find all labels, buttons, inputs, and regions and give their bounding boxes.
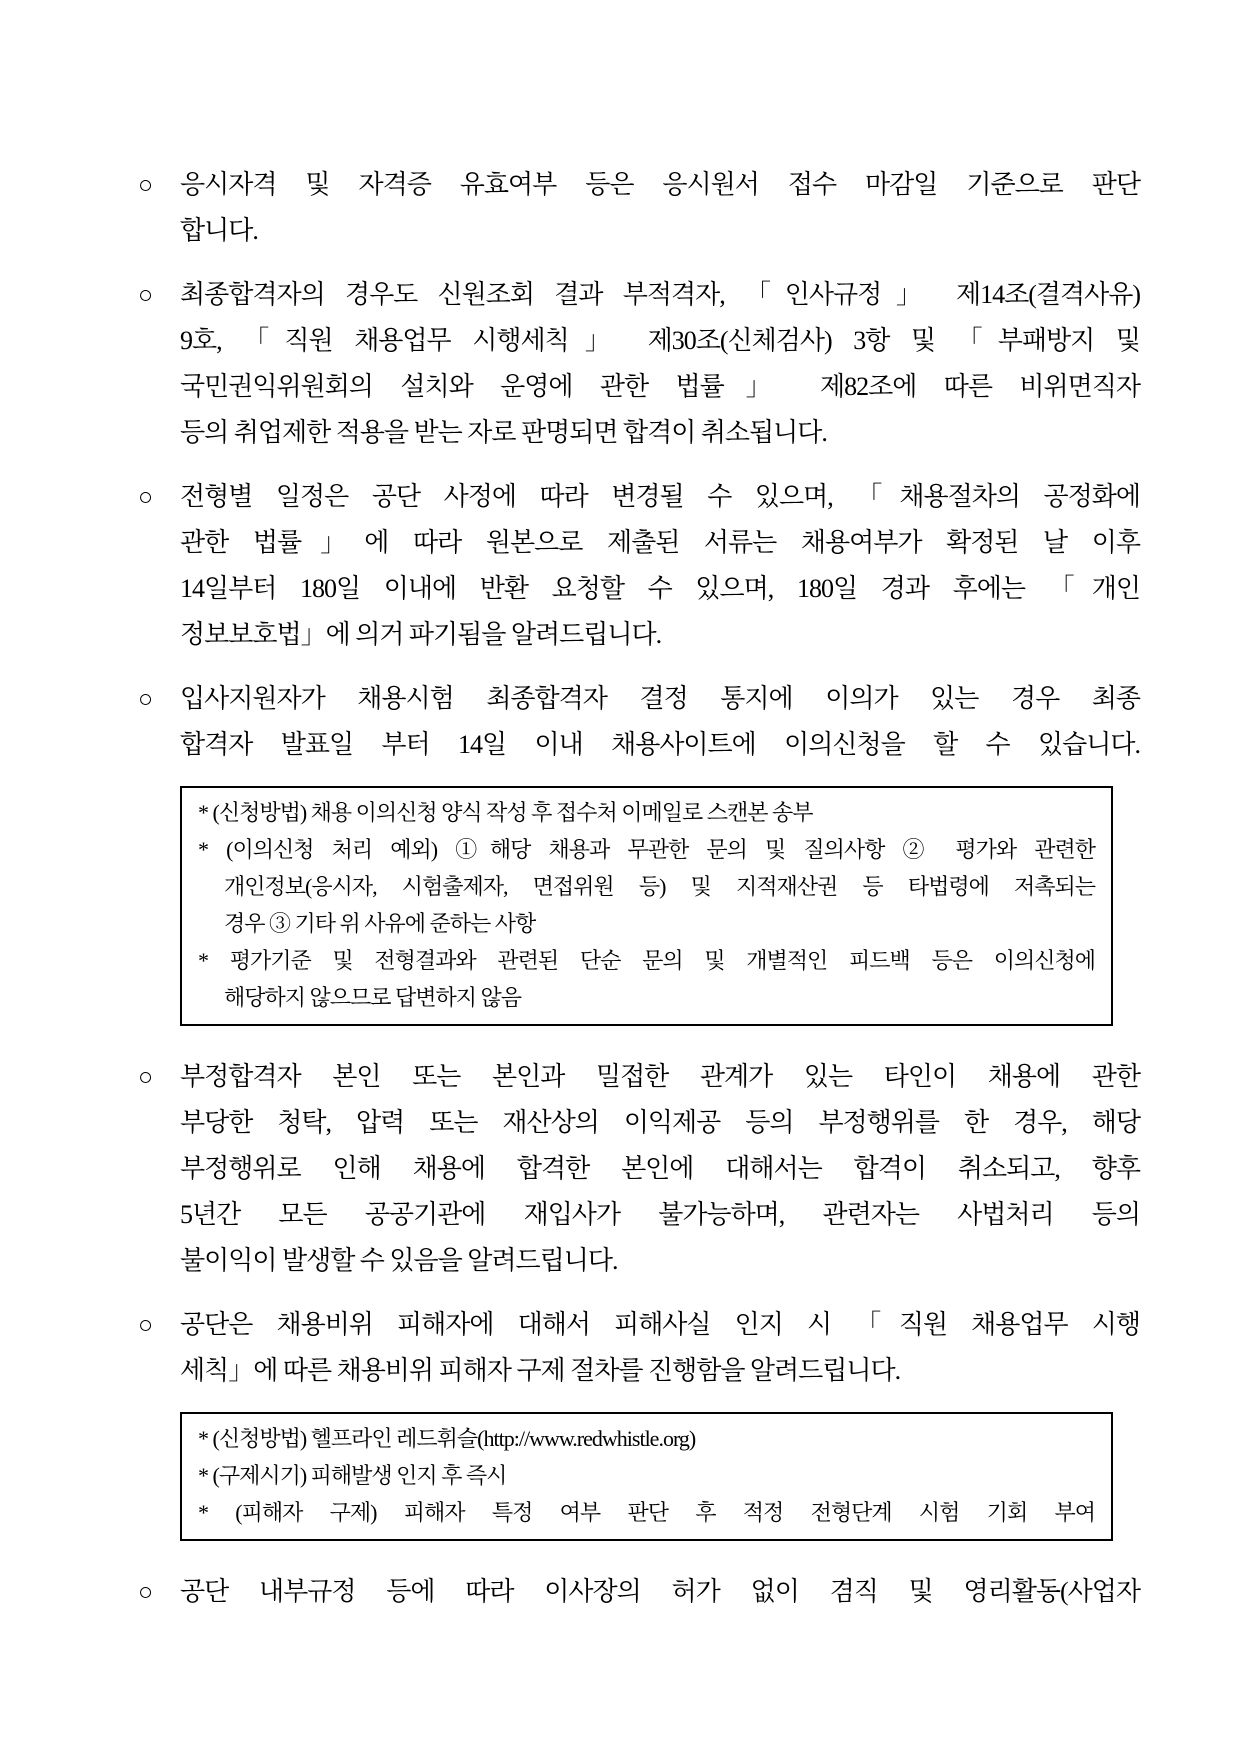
text-line: * (구제시기) 피해발생 인지 후 즉시 [198,1463,507,1488]
text-line: 합격자 발표일 부터 14일 이내 채용사이트에 이의신청을 할 수 있습니다. [180,730,1140,759]
text-line: * (신청방법) 채용 이의신청 양식 작성 후 접수처 이메일로 스캔본 송부 [198,800,813,825]
circle-bullet-icon: ○ [138,686,153,713]
text-line: 전형별 일정은 공단 사정에 따라 변경될 수 있으며, 「채용절차의 공정화에 [180,482,1140,511]
notice-item-1 [137,162,1140,254]
notice-item-7 [137,1569,1140,1615]
text-line: 개인정보(응시자, 시험출제자, 면접위원 등) 및 지적재산권 등 타법령에 저촉되는 [224,874,1095,899]
text-line: 5년간 모든 공공기관에 재입사가 불가능하며, 관련자는 사법처리 등의 [180,1200,1140,1229]
text-line: 9호, 「직원 채용업무 시행세칙」 제30조(신체검사) 3항 및 「부패방지 및 [180,326,1140,355]
text-line: * 평가기준 및 전형결과와 관련된 단순 문의 및 개별적인 피드백 등은 이의신청에 [198,948,1095,973]
notice-item-5 [137,1054,1140,1284]
remedy-info-box [180,1412,1113,1541]
text-line: 국민권익위원회의 설치와 운영에 관한 법률」 제82조에 따른 비위면직자 [180,372,1140,401]
text-line: 부당한 청탁, 압력 또는 재산상의 이익제공 등의 부정행위를 한 경우, 해당 [180,1108,1140,1137]
circle-bullet-icon: ○ [138,1579,153,1606]
circle-bullet-icon: ○ [138,172,153,199]
text-line: 세칙」에 따른 채용비위 피해자 구제 절차를 진행함을 알려드립니다. [180,1356,901,1385]
text-line: * (신청방법) 헬프라인 레드휘슬(http://www.redwhistle.org) [198,1426,696,1451]
circle-bullet-icon: ○ [138,1064,153,1091]
text-line: 부정행위로 인해 채용에 합격한 본인에 대해서는 합격이 취소되고, 향후 [180,1154,1140,1183]
notice-item-3 [137,474,1140,658]
text-line: 14일부터 180일 이내에 반환 요청할 수 있으며, 180일 경과 후에는 「개인 [180,574,1140,603]
text-line: 정보보호법」에 의거 파기됨을 알려드립니다. [180,620,662,649]
text-line: 합니다. [180,216,258,245]
notice-item-6 [137,1302,1140,1394]
text-line: 공단은 채용비위 피해자에 대해서 피해사실 인지 시 「직원 채용업무 시행 [180,1310,1140,1339]
text-line: * (피해자 구제) 피해자 특정 여부 판단 후 적정 전형단계 시험 기회 부여 [198,1500,1095,1525]
circle-bullet-icon: ○ [138,282,153,309]
text-line: 경우 ③ 기타 위 사유에 준하는 사항 [224,911,536,936]
text-line: 관한 법률」에 따라 원본으로 제출된 서류는 채용여부가 확정된 날 이후 [180,528,1140,557]
text-line: 최종합격자의 경우도 신원조회 결과 부적격자, 「인사규정」 제14조(결격사유) [180,280,1140,309]
appeal-info-box [180,786,1113,1026]
notice-item-4 [137,676,1140,768]
text-line: 불이익이 발생할 수 있음을 알려드립니다. [180,1246,618,1275]
text-line: * (이의신청 처리 예외) ①해당 채용과 무관한 문의 및 질의사항 ② 평가와 관련한 [198,837,1095,862]
text-line: 입사지원자가 채용시험 최종합격자 결정 통지에 이의가 있는 경우 최종 [180,684,1140,713]
circle-bullet-icon: ○ [138,484,153,511]
text-line: 등의 취업제한 적용을 받는 자로 판명되면 합격이 취소됩니다. [180,418,827,447]
text-line: 응시자격 및 자격증 유효여부 등은 응시원서 접수 마감일 기준으로 판단 [180,170,1140,199]
circle-bullet-icon: ○ [138,1312,153,1339]
notice-item-2 [137,272,1140,456]
text-line: 부정합격자 본인 또는 본인과 밀접한 관계가 있는 타인이 채용에 관한 [180,1062,1140,1091]
text-line: 해당하지 않으므로 답변하지 않음 [224,985,522,1010]
text-line: 공단 내부규정 등에 따라 이사장의 허가 없이 겸직 및 영리활동(사업자 [180,1577,1140,1606]
